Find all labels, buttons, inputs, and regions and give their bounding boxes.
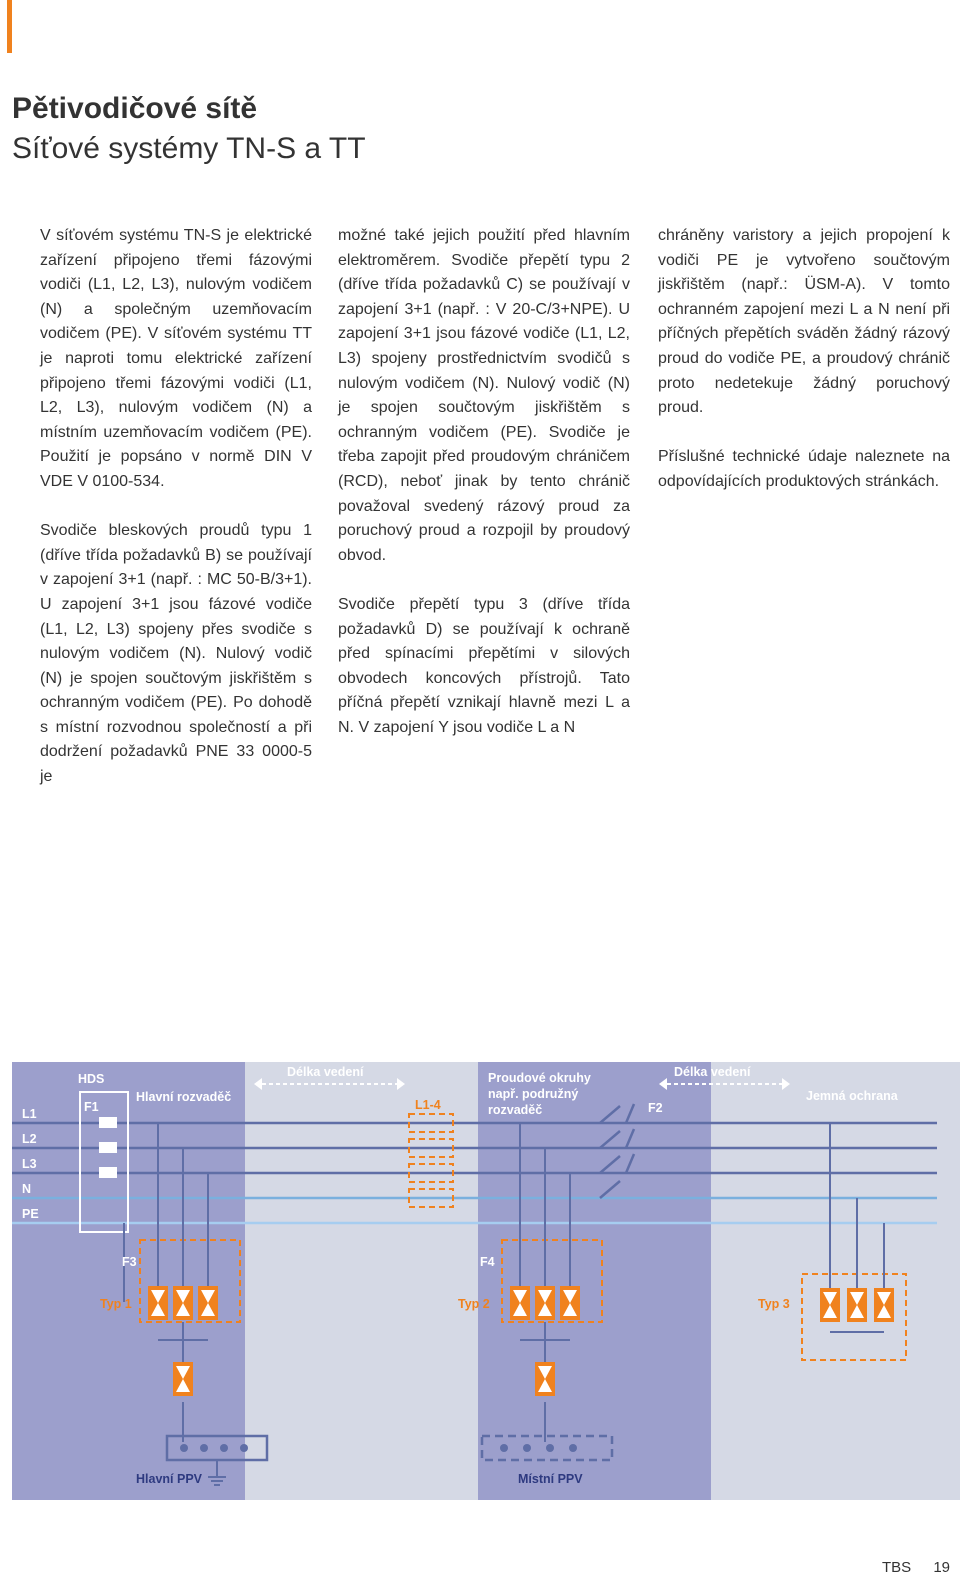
brand-label: TBS bbox=[881, 1559, 912, 1576]
label-main-ppv: Hlavní PPV bbox=[136, 1472, 202, 1486]
paragraph: Příslušné technické údaje naleznete na odpovídajících produktových stránkách. bbox=[658, 448, 950, 490]
zone-sub bbox=[478, 1062, 711, 1500]
label-n: N bbox=[22, 1182, 32, 1196]
label-l1: L1 bbox=[22, 1107, 37, 1121]
paragraph: chráněny varistory a jejich propojení k vodiči PE je vytvořeno součtovým jiskřištěm (např.: ÜSM-A). V tomto ochranném zapojení mezi L a N není při příčných přepětích sváděn žádný rázový proud do vodiče PE, a proudový chránič proto nedetekuje žádný poruchový proud. bbox=[658, 227, 950, 417]
label-sub-line1: Proudové okruhy bbox=[488, 1071, 591, 1085]
label-sub-line2: např. podružný bbox=[488, 1087, 579, 1101]
label-local-ppv: Místní PPV bbox=[518, 1472, 583, 1486]
label-sub-line3: rozvaděč bbox=[488, 1103, 543, 1117]
accent-bar bbox=[7, 0, 12, 53]
label-type1: Typ 1 bbox=[100, 1297, 132, 1311]
label-type2: Typ 2 bbox=[458, 1297, 490, 1311]
paragraph: možné také jejich použití před hlavním elektroměrem. Svodiče přepětí typu 2 (dříve třída požadavků C) se používají v zapojení 3+1 (např. : V 20-C/3+NPE). U zapojení 3+1 jsou fázové vodiče (L1, L2, L3) spojeny prostřednictvím svodičů s nulovým vodičem (N). Nulový vodič (N) je spojen součtovým jiskřištěm s ochranným vodičem (PE). Svodiče je třeba zapojit před proudovým chráničem (RCD), neboť jinak by tento chránič považoval svedený rázový proud za poruchový proud a rozpojil by proudový obvod. bbox=[338, 227, 630, 564]
label-f2: F2 bbox=[648, 1101, 663, 1115]
fuse-f1 bbox=[99, 1117, 117, 1178]
text-column-2 bbox=[338, 224, 630, 765]
label-cable-length-2: Délka vedení bbox=[674, 1065, 751, 1079]
zone-cable-2 bbox=[711, 1062, 960, 1500]
label-fine-protection: Jemná ochrana bbox=[806, 1089, 898, 1103]
label-cable-length-1: Délka vedení bbox=[287, 1065, 364, 1079]
zone-cable-1 bbox=[245, 1062, 478, 1500]
paragraph: Svodiče bleskových proudů typu 1 (dříve třída požadavků B) se používají v zapojení 3+1 (např. : MC 50-B/3+1). U zapojení 3+1 jsou fázové vodiče (L1, L2, L3) spojeny přes svodiče s nulovým vodičem (N). Nulový vodič (N) je spojen součtovým jiskřištěm s ochranným vodičem (PE). Po dohodě s místní rozvodnou společností a při dodržení požadavků PNE 33 0000-5 je bbox=[40, 522, 312, 786]
label-f1: F1 bbox=[84, 1100, 99, 1114]
label-hds: HDS bbox=[78, 1072, 105, 1086]
label-pe: PE bbox=[22, 1207, 39, 1221]
page-title: Pětivodičové sítě bbox=[12, 92, 258, 125]
wiring-diagram bbox=[12, 1062, 960, 1520]
label-f4: F4 bbox=[480, 1255, 495, 1269]
paragraph: V síťovém systému TN-S je elektrické zařízení připojeno třemi fázovými vodiči (L1, L2, L3), nulovým vodičem (N) a společným uzemňovacím vodičem (PE). V síťovém systému TT je naproti tomu elektrické zařízení připojeno třemi fázovými vodiči (L1, L2, L3), nulovým vodičem (N) a místním uzemňovacím vodičem (PE). Použití je popsáno v normě DIN V VDE V 0100-534. bbox=[40, 227, 312, 490]
page-number: 19 bbox=[933, 1559, 950, 1576]
label-main-panel: Hlavní rozvaděč bbox=[136, 1090, 232, 1104]
text-column-3 bbox=[658, 224, 950, 519]
page-subtitle: Síťové systémy TN-S a TT bbox=[12, 132, 366, 165]
label-type3: Typ 3 bbox=[758, 1297, 790, 1311]
label-f3: F3 bbox=[122, 1255, 137, 1269]
page-footer bbox=[864, 1559, 950, 1576]
label-l3: L3 bbox=[22, 1157, 37, 1171]
text-column-1 bbox=[40, 224, 312, 814]
paragraph: Svodiče přepětí typu 3 (dříve třída požadavků D) se používají k ochraně před spínacími přepětími v silových obvodech koncových přístrojů. Tato příčná přepětí vznikají hlavně mezi L a N. V zapojení Y jsou vodiče L a N bbox=[338, 595, 630, 736]
label-l14: L1-4 bbox=[415, 1098, 441, 1112]
label-l2: L2 bbox=[22, 1132, 37, 1146]
